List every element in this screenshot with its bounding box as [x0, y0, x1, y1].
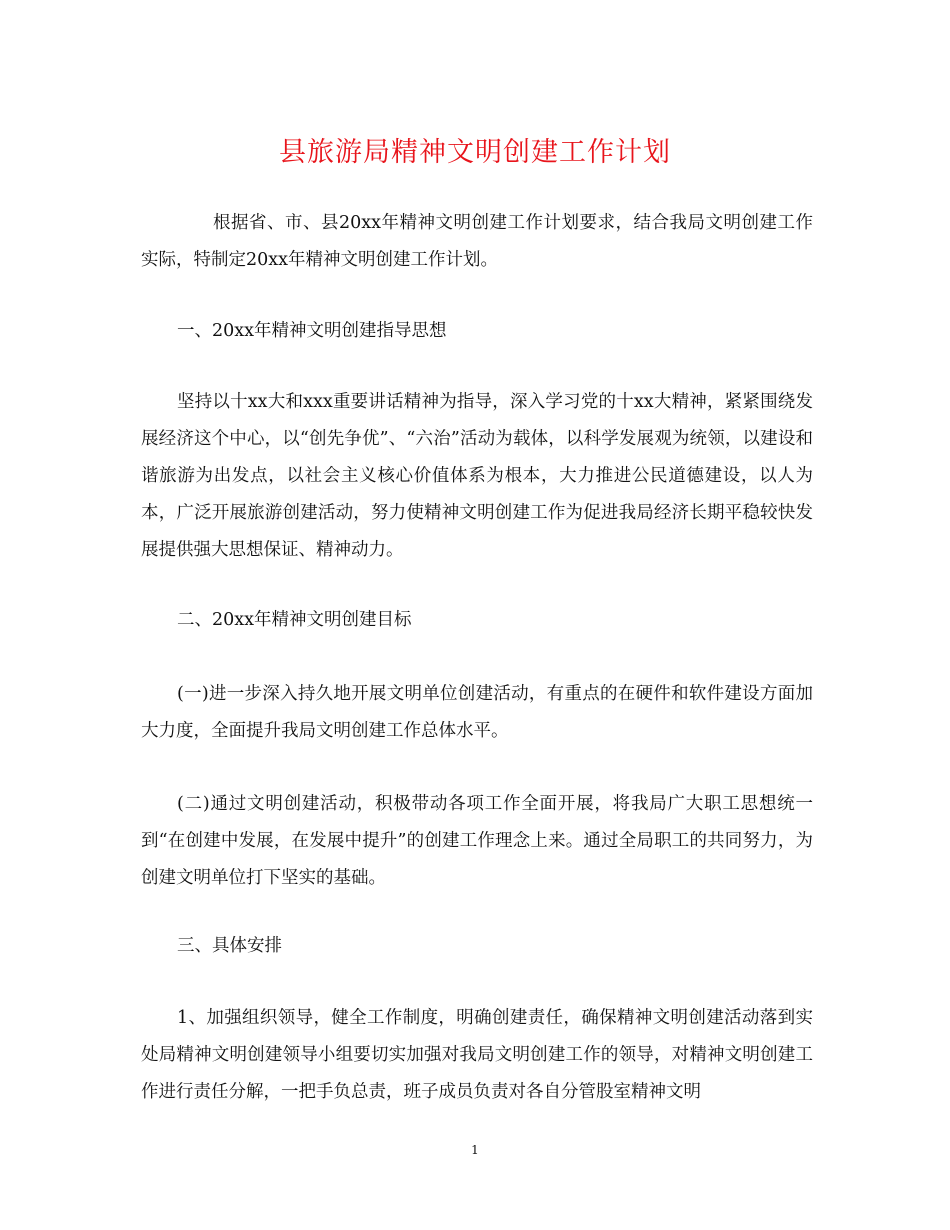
page-number: 1: [471, 1143, 479, 1157]
section1-body: 坚持以十xx大和xxx重要讲话精神为指导，深入学习党的十xx大精神，紧紧围绕发展经济这个中心，以“创先争优”、“六治”活动为载体，以科学发展观为统领，以建设和谐旅游为出发点，以社会主义核心价值体系为根本，大力推进公民道德建设，以人为本，广泛开展旅游创建活动，努力使精神文明创建工作为促进我局经济长期平稳较快发展提供强大思想保证、精神动力。: [141, 392, 813, 560]
document-title: 县旅游局精神文明创建工作计划: [279, 137, 671, 168]
intro-paragraph: 根据省、市、县20xx年精神文明创建工作计划要求，结合我局文明创建工作实际，特制定20xx年精神文明创建工作计划。: [141, 213, 813, 270]
section2-heading: 二、20xx年精神文明创建目标: [177, 610, 412, 630]
section2-item2: (二)通过文明创建活动，积极带动各项工作全面开展，将我局广大职工思想统一到“在创建中发展，在发展中提升”的创建工作理念上来。通过全局职工的共同努力，为创建文明单位打下坚实的基础。: [141, 794, 813, 888]
section3-item1: 1、加强组织领导，健全工作制度，明确创建责任，确保精神文明创建活动落到实处局精神文明创建领导小组要切实加强对我局文明创建工作的领导，对精神文明创建工作进行责任分解，一把手负总责，班子成员负责对各自分管股室精神文明: [141, 1008, 813, 1102]
section1-heading: 一、20xx年精神文明创建指导思想: [177, 321, 447, 341]
section3-heading: 三、具体安排: [177, 936, 282, 956]
section2-item1: (一)进一步深入持久地开展文明单位创建活动，有重点的在硬件和软件建设方面加大力度，全面提升我局文明创建工作总体水平。: [141, 684, 813, 741]
